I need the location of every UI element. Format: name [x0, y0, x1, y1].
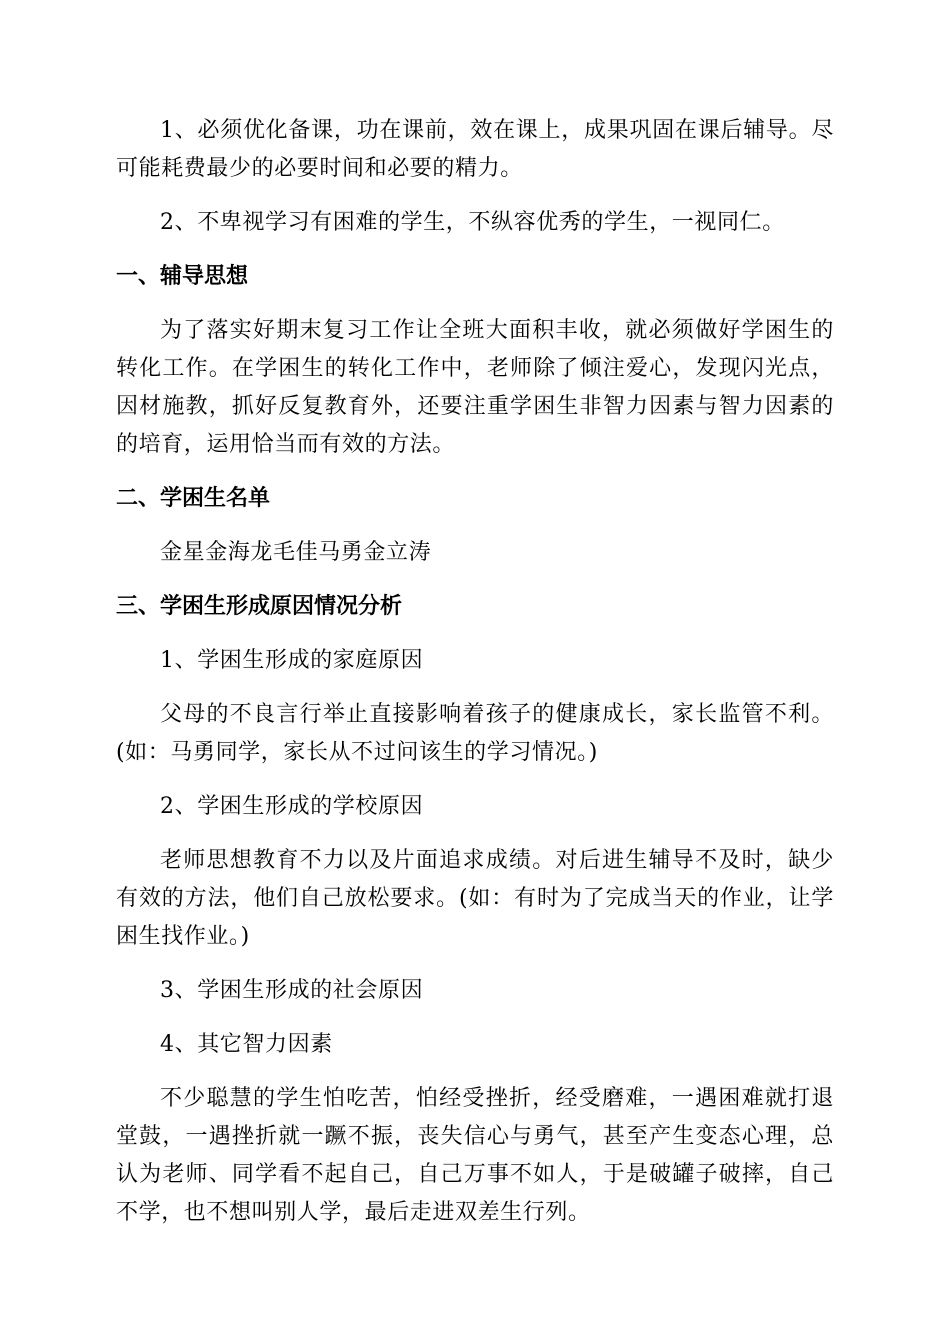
- cause-family-text: 父母的不良言行举止直接影响着孩子的健康成长，家长监管不利。(如：马勇同学，家长从不过问该生的学习情况。): [116, 702, 834, 765]
- cause-other-title: 4、其它智力因素: [160, 1032, 333, 1057]
- heading-cause-analysis: 三、学困生形成原因情况分析: [116, 594, 403, 619]
- cause-school-text: 老师思想教育不力以及片面追求成绩。对后进生辅导不及时，缺少有效的方法，他们自己放松要求。(如：有时为了完成当天的作业，让学困生找作业。): [116, 848, 834, 949]
- student-names: 金星金海龙毛佳马勇金立涛: [160, 540, 432, 565]
- paragraph-2: 2、不卑视学习有困难的学生，不纵容优秀的学生，一视同仁。: [160, 210, 785, 235]
- cause-other-text: 不少聪慧的学生怕吃苦，怕经受挫折，经受磨难，一遇困难就打退堂鼓，一遇挫折就一蹶不振，丧失信心与勇气，甚至产生变态心理，总认为老师、同学看不起自己，自己万事不如人，于是破罐子破摔，自己不学，也不想叫别人学，最后走进双差生行列。: [116, 1086, 834, 1225]
- paragraph-1: 1、必须优化备课，功在课前，效在课上，成果巩固在课后辅导。尽可能耗费最少的必要时间和必要的精力。: [116, 118, 834, 181]
- cause-family-title: 1、学困生形成的家庭原因: [160, 648, 424, 673]
- cause-school-title: 2、学困生形成的学校原因: [160, 794, 424, 819]
- cause-society-title: 3、学困生形成的社会原因: [160, 978, 424, 1003]
- heading-student-list: 二、学困生名单: [116, 486, 271, 511]
- document-page: [116, 112, 834, 1232]
- heading-guidance-thought: 一、辅导思想: [116, 264, 249, 289]
- paragraph-3: 为了落实好期末复习工作让全班大面积丰收，就必须做好学困生的转化工作。在学困生的转化工作中，老师除了倾注爱心，发现闪光点，因材施教，抓好反复教育外，还要注重学困生非智力因素与智力因素的的培育，运用恰当而有效的方法。: [116, 318, 834, 457]
